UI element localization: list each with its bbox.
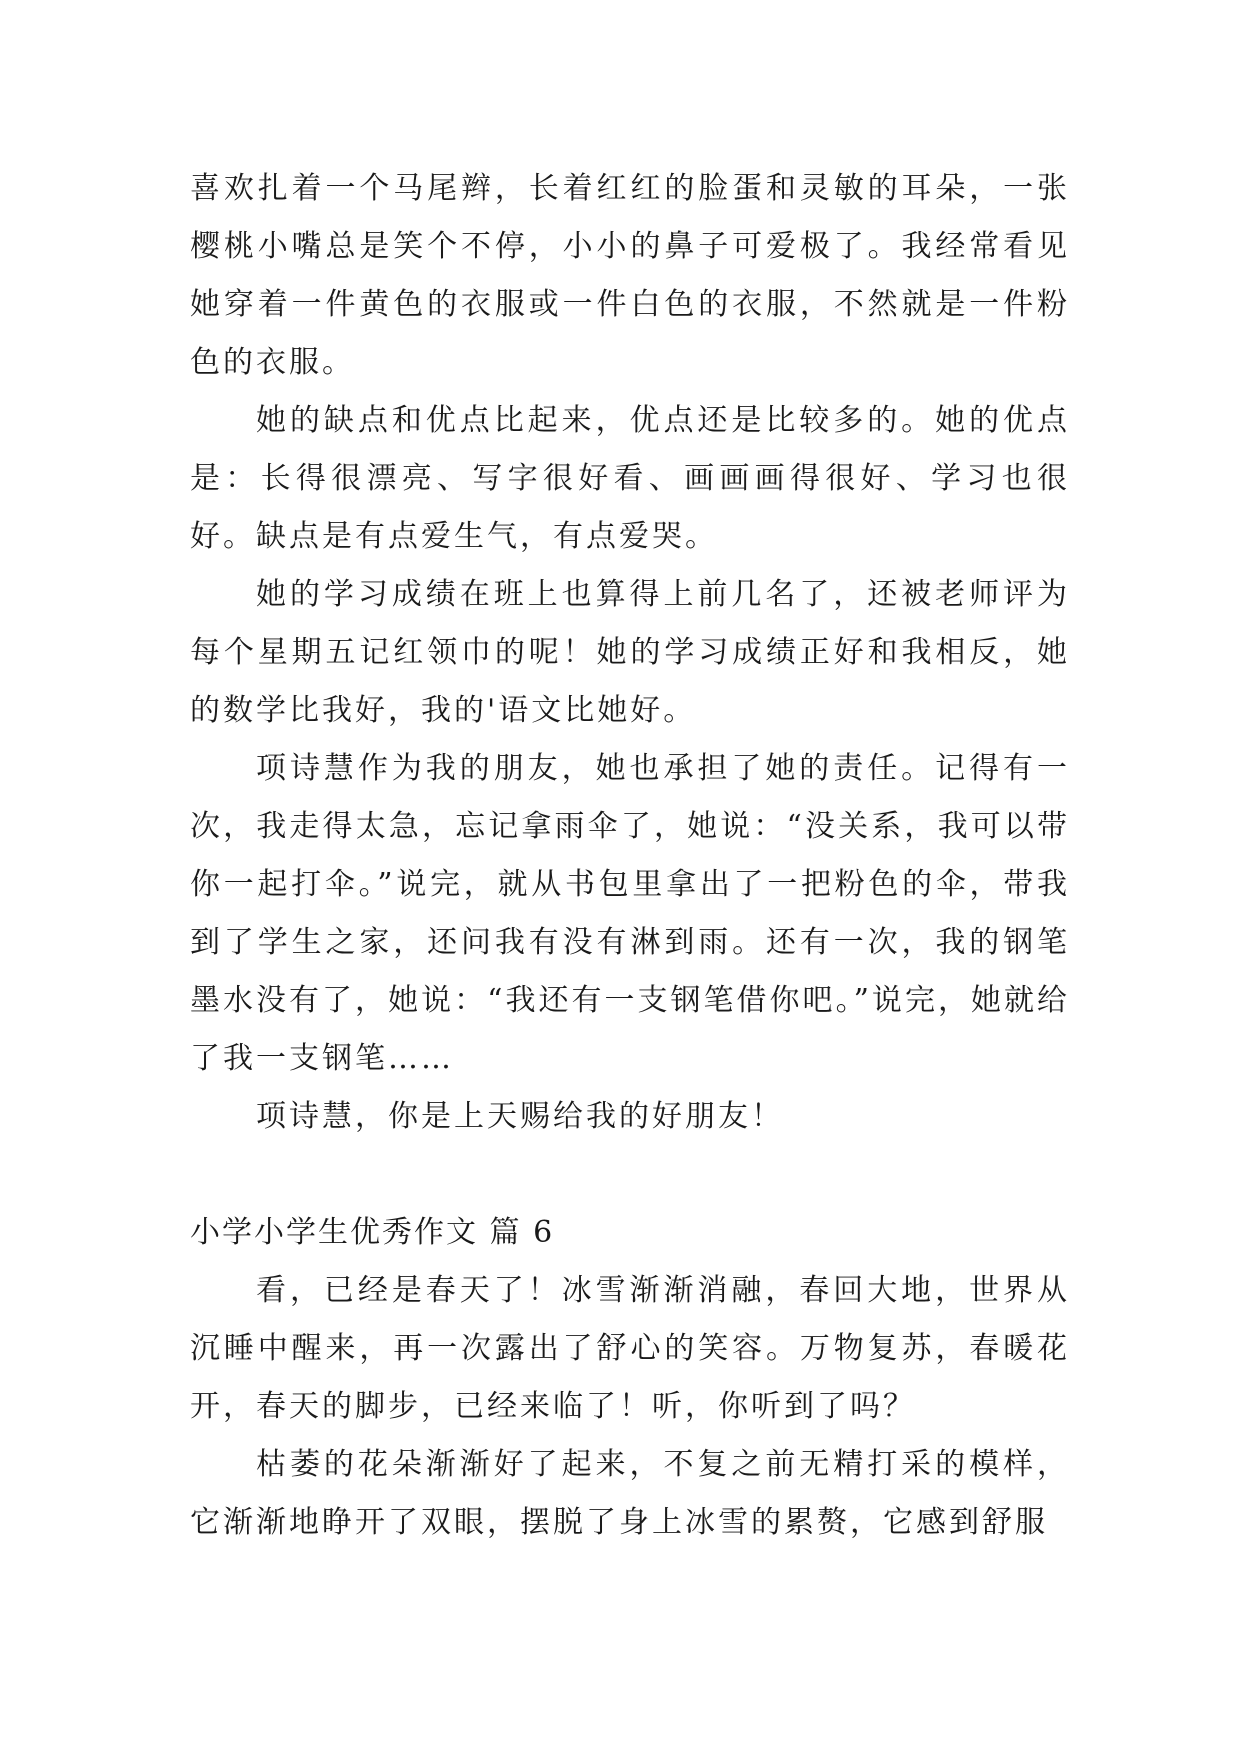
paragraph-friendship: 项诗慧作为我的朋友，她也承担了她的责任。记得有一次，我走得太急，忘记拿雨伞了，她说：“没关系，我可以带你一起打伞。”说完，就从书包里拿出了一把粉色的伞，带我到了学生之家，还问我有没有淋到雨。还有一次，我的钢笔墨水没有了，她说：“我还有一支钢笔借你吧。”说完，她就给了我一支钢笔…… [190, 751, 1070, 1076]
section-heading: 小学小学生优秀作文 篇 6 [190, 1215, 555, 1250]
paragraph-flowers: 枯萎的花朵渐渐好了起来，不复之前无精打采的模样，它渐渐地睁开了双眼，摆脱了身上冰雪的累赘，它感到舒服 [190, 1447, 1070, 1540]
paragraph-spring-intro: 看，已经是春天了！冰雪渐渐消融，春回大地，世界从沉睡中醒来，再一次露出了舒心的笑容。万物复苏，春暖花开，春天的脚步，已经来临了！听，你听到了吗？ [190, 1273, 1070, 1424]
section-gap [190, 1146, 1070, 1204]
document-body [190, 160, 1070, 1552]
paragraph-grades: 她的学习成绩在班上也算得上前几名了，还被老师评为每个星期五记红领巾的呢！她的学习成绩正好和我相反，她的数学比我好，我的'语文比她好。 [190, 577, 1070, 728]
paragraph-appearance: 喜欢扎着一个马尾辫，长着红红的脸蛋和灵敏的耳朵，一张樱桃小嘴总是笑个不停，小小的鼻子可爱极了。我经常看见她穿着一件黄色的衣服或一件白色的衣服，不然就是一件粉色的衣服。 [190, 171, 1070, 380]
paragraph-closing: 项诗慧，你是上天赐给我的好朋友！ [256, 1099, 784, 1134]
paragraph-strengths: 她的缺点和优点比起来，优点还是比较多的。她的优点是：长得很漂亮、写字很好看、画画画得很好、学习也很好。缺点是有点爱生气，有点爱哭。 [190, 403, 1070, 554]
